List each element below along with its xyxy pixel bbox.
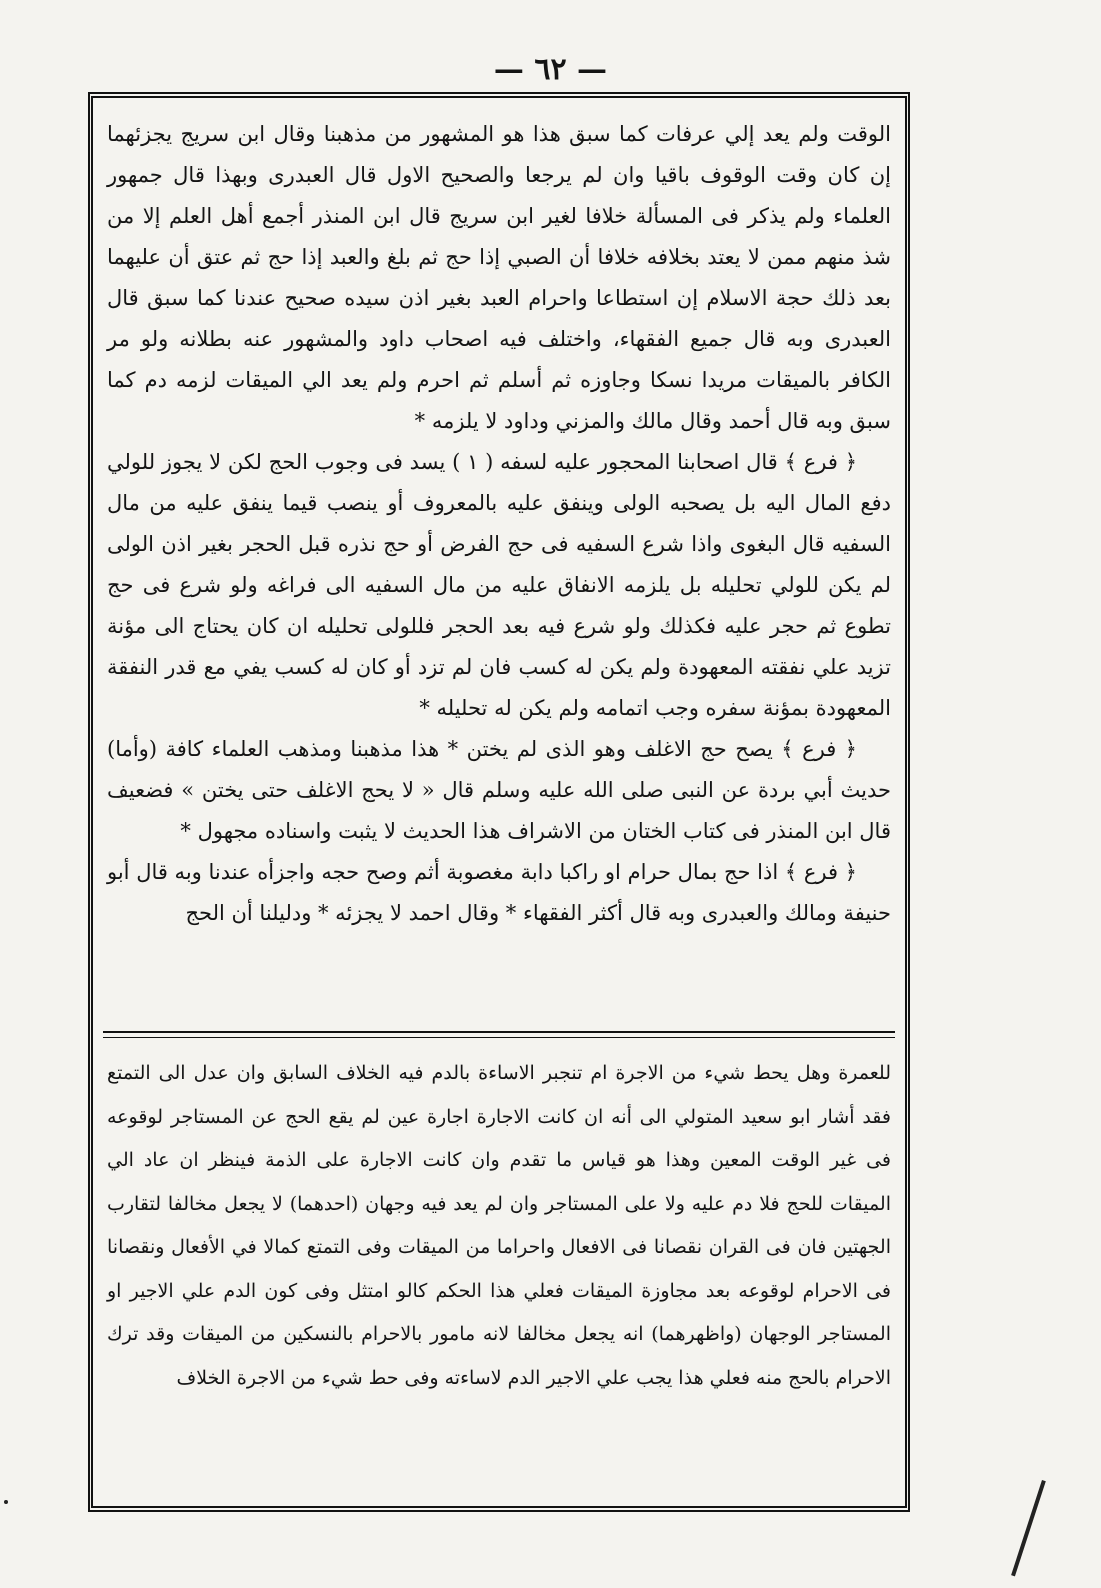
footnote-block [107, 1052, 891, 1400]
paragraph-far-mal-haram: ﴿ فرع ﴾ اذا حج بمال حرام او راكبا دابة مغصوبة أثم وصح حجه واجزأه عندنا وبه قال أبو حنيفة ومالك والعبدرى وبه قال أكثر الفقهاء * وقال احمد لا يجزئه * ودليلنا أن الحج [106, 860, 891, 925]
page-frame [88, 92, 910, 1512]
main-text-block [107, 114, 891, 934]
footnote-paragraph: للعمرة وهل يحط شيء من الاجرة ام تنجبر الاساءة بالدم فيه الخلاف السابق وان عدل الى التمتع فقد أشار ابو سعيد المتولي الى أنه ان كانت الاجارة اجارة عين لم يقع الحج عن المستاجر لوقوعه فى غير الوقت المعين وهذا هو قياس ما تقدم وان كانت الاجارة على الذمة فينظر ان عاد الي الميقات للحج فلا دم عليه ولا على المستاجر وان لم يعد فيه وجهان (احدهما) لا يجعل مخالفا لتقارب الجهتين فان فى القران نقصانا فى الافعال واحراما من الميقات وفى التمتع كمالا في الأفعال ونقصانا فى الاحرام لوقوعه بعد مجاوزة الميقات فعلي هذا الحكم كالو امتثل وفى كون الدم علي الاجير او المستاجر الوجهان (واظهرهما) انه يجعل مخالفا لانه مامور بالاحرام بالنسكين من الميقات وقد ترك الاحرام بالحج منه فعلي هذا يجب علي الاجير الدم لاساءته وفى حط شيء من الاجرة الخلاف [107, 1062, 891, 1389]
binding-mark [1011, 1480, 1046, 1576]
page-number: — ٦٢ — [493, 52, 608, 87]
edge-dot [4, 1500, 8, 1504]
paragraph-far-mahjur: ﴿ فرع ﴾ قال اصحابنا المحجور عليه لسفه ( ١ ) يسد فى وجوب الحج لكن لا يجوز للولي دفع المال اليه بل يصحبه الولى وينفق عليه بالمعروف أو ينصب قيما ينفق عليه من مال السفيه قال البغوى واذا شرع السفيه فى حج الفرض أو حج نذره قبل الحجر بغير اذن الولى لم يكن للولي تحليله بل يلزمه الانفاق عليه من مال السفيه الى فراغه ولو شرع فى حج تطوع ثم حجر عليه فكذلك ولو شرع فيه بعد الحجر فللولى تحليله ان كان يحتاج الى مؤنة تزيد علي نفقته المعهودة ولم يكن له كسب فان لم تزد أو كان له كسب يفي مع قدر النفقة المعهودة بمؤنة سفره وجب اتمامه ولم يكن له تحليله * [107, 450, 891, 720]
paragraph-far-aghlaf: ﴿ فرع ﴾ يصح حج الاغلف وهو الذى لم يختن * هذا مذهبنا ومذهب العلماء كافة (وأما) حديث أبي بردة عن النبى صلى الله عليه وسلم قال « لا يحج الاغلف حتى يختن » فضعيف قال ابن المنذر فى كتاب الختان من الاشراف هذا الحديث لا يثبت واسناده مجهول * [107, 737, 891, 843]
footnote-divider [103, 1031, 895, 1033]
paragraph-intro: الوقت ولم يعد إلي عرفات كما سبق هذا هو المشهور من مذهبنا وقال ابن سريج يجزئهما إن كان وقت الوقوف باقيا وان لم يرجعا والصحيح الاول قال العبدرى وبهذا قال جمهور العلماء ولم يذكر فى المسألة خلافا لغير ابن سريج قال ابن المنذر أجمع أهل العلم إلا من شذ منهم ممن لا يعتد بخلافه خلافا أن الصبي إذا حج ثم بلغ والعبد إذا حج ثم عتق أن عليهما بعد ذلك حجة الاسلام إن استطاعا واحرام العبد بغير اذن سيده صحيح عندنا كما سبق قال العبدرى وبه قال جميع الفقهاء، واختلف فيه اصحاب داود والمشهور عنه بطلانه ولو مر الكافر بالميقات مريدا نسكا وجاوزه ثم أسلم ثم احرم ولم يعد الي الميقات لزمه دم كما سبق وبه قال أحمد وقال مالك والمزني وداود لا يلزمه * [107, 122, 891, 433]
